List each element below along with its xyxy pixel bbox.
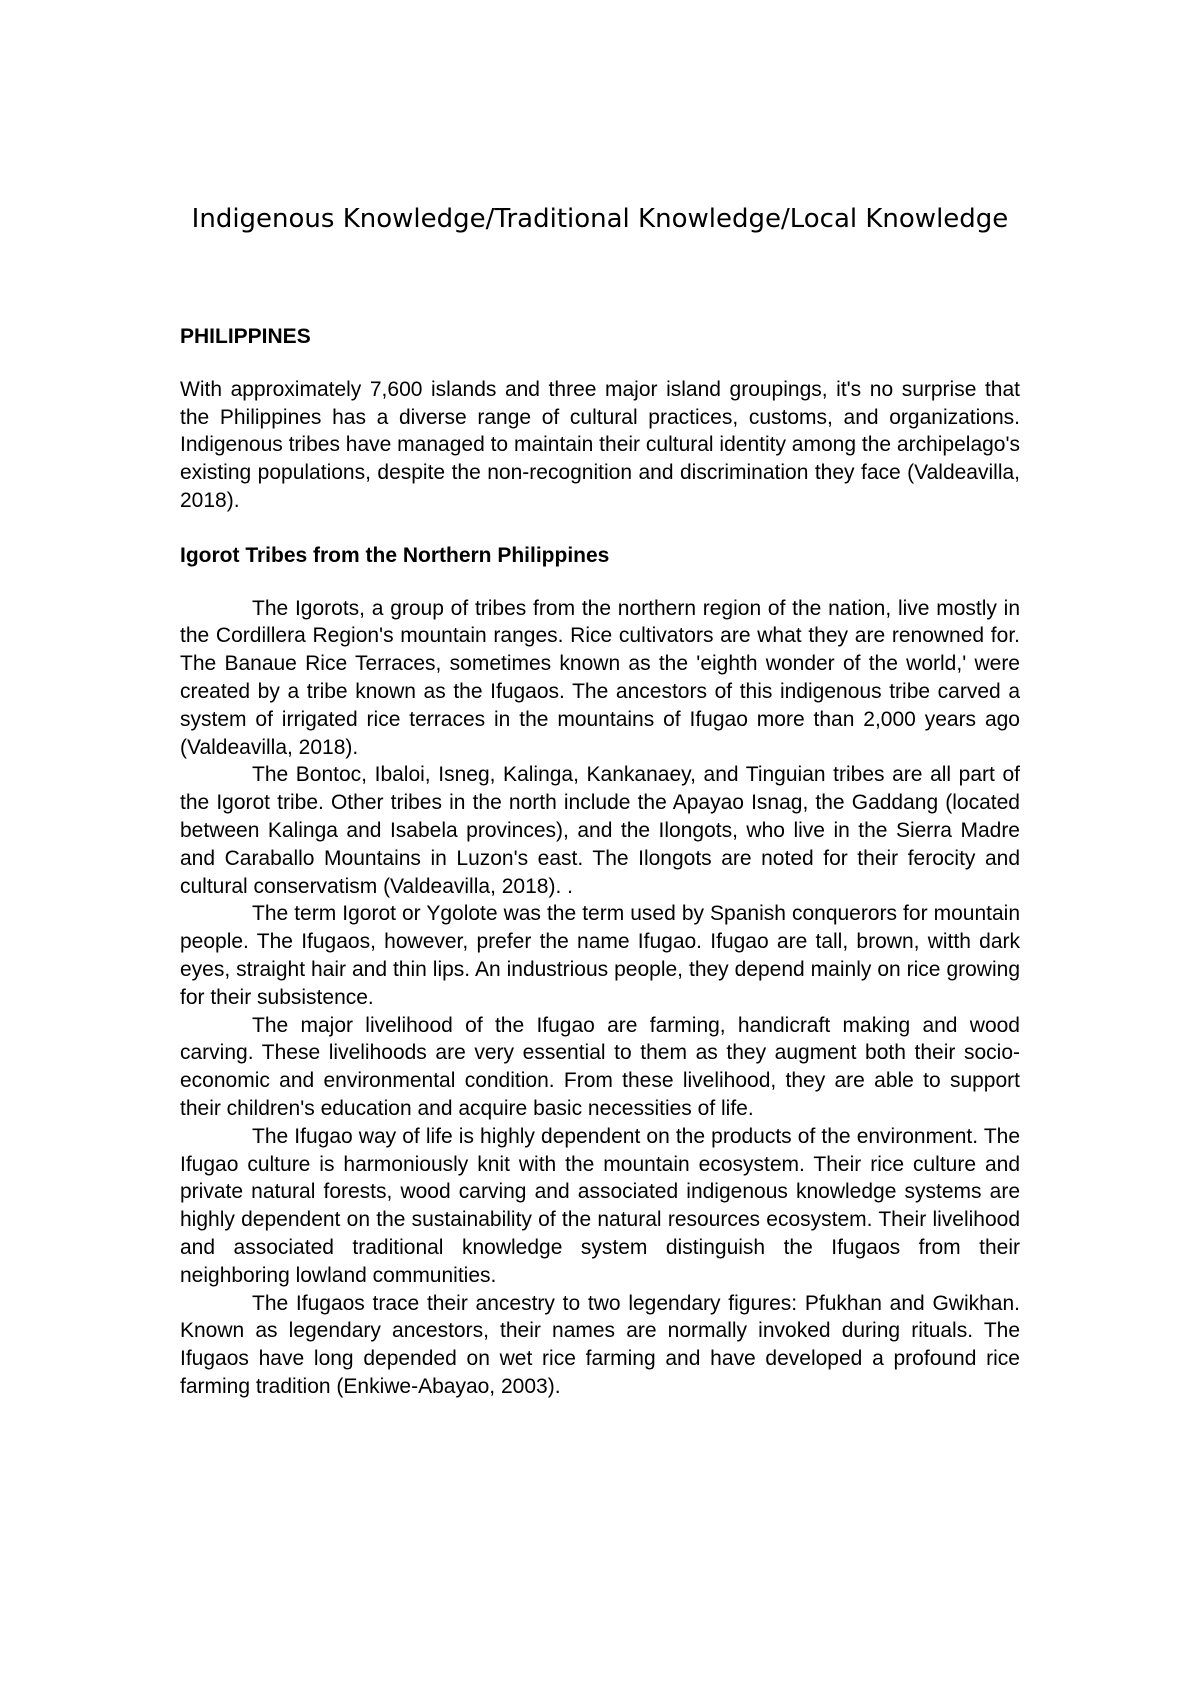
paragraph-philippines-intro: With approximately 7,600 islands and three major island groupings, it's no surprise that the Philippines has a diverse range of cultural practices, customs, and organizations. Indigenous tribes have managed to maintain their cultural identity among the archipelago's existing populations, despite the non-recognition and discrimination they face (Valdeavilla, 2018). xyxy=(180,377,1020,512)
paragraph-igorots-overview: The Igorots, a group of tribes from the northern region of the nation, live mostly in the Cordillera Region's mountain ranges. Rice cultivators are what they are renowned for. The Banaue Rice Terraces, sometimes known as the 'eighth wonder of the world,' were created by a tribe known as the Ifugaos. The ancestors of this indigenous tribe carved a system of irrigated rice terraces in the mountains of Ifugao more than 2,000 years ago (Valdeavilla, 2018). xyxy=(180,596,1020,759)
page-title: Indigenous Knowledge/Traditional Knowledge/Local Knowledge xyxy=(191,204,1009,234)
paragraph-ifugao-ancestry: The Ifugaos trace their ancestry to two legendary figures: Pfukhan and Gwikhan. Known as legendary ancestors, their names are normally invoked during rituals. The Ifugaos have long depended on wet rice farming and have developed a profound rice farming tradition (Enkiwe-Abayao, 2003). xyxy=(180,1291,1020,1398)
paragraph-term-igorot: The term Igorot or Ygolote was the term used by Spanish conquerors for mountain people. The Ifugaos, however, prefer the name Ifugao. Ifugao are tall, brown, witth dark eyes, straight hair and thin lips. An industrious people, they depend mainly on rice growing for their subsistence. xyxy=(180,902,1020,1009)
paragraph-igorot-tribes-list: The Bontoc, Ibaloi, Isneg, Kalinga, Kankanaey, and Tinguian tribes are all part of the Igorot tribe. Other tribes in the north include the Apayao Isnag, the Gaddang (located between Kalinga and Isabela provinces), and the Ilongots, who live in the Sierra Madre and Caraballo Mountains in Luzon's east. The Ilongots are noted for their ferocity and cultural conservatism (Valdeavilla, 2018). . xyxy=(180,763,1020,898)
paragraph-ifugao-way-of-life: The Ifugao way of life is highly dependent on the products of the environment. The Ifugao culture is harmoniously knit with the mountain ecosystem. Their rice culture and private natural forests, wood carving and associated indigenous knowledge systems are highly dependent on the sustainability of the natural resources ecosystem. Their livelihood and associated traditional knowledge system distinguish the Ifugaos from their neighboring lowland communities. xyxy=(180,1124,1020,1287)
section-heading-philippines: PHILIPPINES xyxy=(180,325,311,348)
section-heading-igorot-tribes: Igorot Tribes from the Northern Philippines xyxy=(180,543,610,567)
paragraph-ifugao-livelihood: The major livelihood of the Ifugao are farming, handicraft making and wood carving. These livelihoods are very essential to them as they augment both their socio-economic and environmental condition. From these livelihood, they are able to support their children's education and acquire basic necessities of life. xyxy=(180,1013,1020,1120)
document-body xyxy=(180,323,1020,1401)
